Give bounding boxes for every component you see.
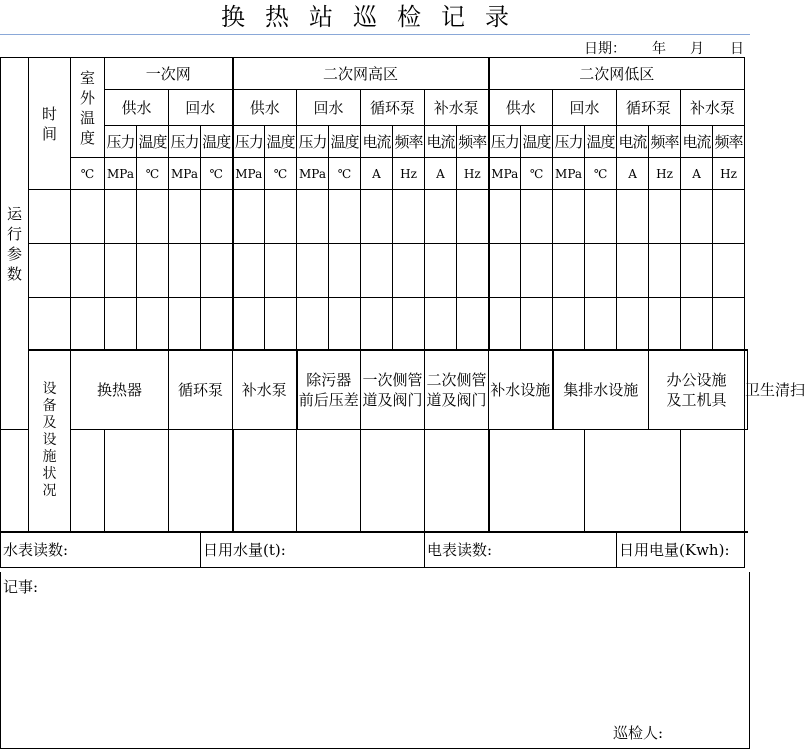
input-cell[interactable] (585, 430, 681, 532)
input-cell[interactable] (713, 244, 745, 298)
input-cell[interactable] (265, 298, 297, 350)
input-cell[interactable] (201, 190, 233, 244)
h-supply: 供水 (233, 90, 297, 126)
input-cell[interactable] (617, 298, 649, 350)
elec-meter-field[interactable]: 电表读数: (425, 532, 617, 568)
unit-a: A (425, 158, 457, 190)
input-cell[interactable] (329, 244, 361, 298)
section-equip-label: 设 备 及 设 施 状 况 (29, 350, 71, 532)
input-cell[interactable] (681, 190, 713, 244)
daily-water-field[interactable]: 日用水量(t): (201, 532, 425, 568)
equip-makeup-pump: 补水泵 (233, 350, 297, 430)
input-cell[interactable] (681, 298, 713, 350)
input-cell[interactable] (361, 298, 393, 350)
unit-mpa: MPa (489, 158, 521, 190)
input-cell[interactable] (105, 430, 169, 532)
sub-frequency: 频率 (649, 126, 681, 158)
h-makeup: 补水泵 (425, 90, 489, 126)
unit-mpa: MPa (233, 158, 265, 190)
equip-circ-pump: 循环泵 (169, 350, 233, 430)
unit-a: A (617, 158, 649, 190)
input-cell[interactable] (297, 190, 329, 244)
input-cell[interactable] (521, 190, 553, 244)
unit-c: ℃ (329, 158, 361, 190)
sub-frequency: 频率 (457, 126, 489, 158)
input-cell[interactable] (617, 190, 649, 244)
unit-hz: Hz (457, 158, 489, 190)
input-cell[interactable] (233, 430, 297, 532)
input-cell[interactable] (393, 244, 425, 298)
l-supply: 供水 (489, 90, 553, 126)
input-cell[interactable] (425, 244, 457, 298)
sub-temp: 温度 (265, 126, 297, 158)
sub-temp: 温度 (585, 126, 617, 158)
input-cell[interactable] (29, 298, 71, 350)
sub-pressure: 压力 (105, 126, 137, 158)
unit-c: ℃ (265, 158, 297, 190)
input-cell[interactable] (489, 430, 585, 532)
date-year: 年 (652, 41, 666, 57)
input-cell[interactable] (137, 190, 169, 244)
l-circ: 循环泵 (617, 90, 681, 126)
input-cell[interactable] (425, 298, 457, 350)
input-cell[interactable] (393, 298, 425, 350)
sub-pressure: 压力 (297, 126, 329, 158)
input-cell[interactable] (71, 244, 105, 298)
input-cell[interactable] (105, 190, 137, 244)
sub-current: 电流 (681, 126, 713, 158)
sub-pressure: 压力 (233, 126, 265, 158)
unit-a: A (361, 158, 393, 190)
unit-a: A (681, 158, 713, 190)
input-cell[interactable] (169, 190, 201, 244)
input-cell[interactable] (649, 190, 681, 244)
sub-current: 电流 (425, 126, 457, 158)
data-row (1, 190, 748, 244)
primary-net-header: 一次网 (105, 58, 233, 90)
input-cell[interactable] (297, 430, 361, 532)
l-makeup: 补水泵 (681, 90, 745, 126)
input-cell[interactable] (521, 244, 553, 298)
input-cell[interactable] (457, 244, 489, 298)
unit-c: ℃ (585, 158, 617, 190)
sub-temp: 温度 (521, 126, 553, 158)
sub-current: 电流 (617, 126, 649, 158)
input-cell[interactable] (521, 298, 553, 350)
input-cell[interactable] (425, 430, 489, 532)
input-cell[interactable] (425, 190, 457, 244)
unit-hz: Hz (713, 158, 745, 190)
date-day: 日 (730, 41, 744, 57)
input-cell[interactable] (137, 298, 169, 350)
input-cell[interactable] (361, 244, 393, 298)
unit-hz: Hz (393, 158, 425, 190)
unit-mpa: MPa (105, 158, 137, 190)
input-cell[interactable] (361, 430, 425, 532)
input-cell[interactable] (681, 244, 713, 298)
sub-pressure: 压力 (489, 126, 521, 158)
input-cell[interactable] (585, 190, 617, 244)
input-cell[interactable] (713, 298, 745, 350)
input-cell[interactable] (297, 244, 329, 298)
input-cell[interactable] (553, 298, 585, 350)
input-cell[interactable] (169, 298, 201, 350)
input-cell[interactable] (265, 244, 297, 298)
secondary-high-header: 二次网高区 (233, 58, 489, 90)
page-title: 换热站巡检记录 (221, 3, 529, 31)
input-cell[interactable] (265, 190, 297, 244)
input-cell[interactable] (297, 298, 329, 350)
input-cell[interactable] (71, 298, 105, 350)
date-label: 日期： (584, 41, 626, 57)
input-cell[interactable] (233, 298, 265, 350)
l-return: 回水 (553, 90, 617, 126)
input-cell[interactable] (201, 244, 233, 298)
daily-elec-field[interactable]: 日用电量(Kwh): (617, 532, 745, 568)
input-cell[interactable] (617, 244, 649, 298)
input-cell[interactable] (553, 190, 585, 244)
time-header: 时 间 (29, 58, 71, 190)
data-row (1, 244, 748, 298)
input-cell[interactable] (585, 244, 617, 298)
input-cell[interactable] (457, 298, 489, 350)
sub-temp: 温度 (329, 126, 361, 158)
equip-makeup-facility: 补水设施 (489, 350, 553, 430)
secondary-low-header: 二次网低区 (489, 58, 745, 90)
unit-mpa: MPa (297, 158, 329, 190)
inspection-table (0, 57, 805, 568)
sub-pressure: 压力 (169, 126, 201, 158)
input-cell[interactable] (585, 298, 617, 350)
input-cell[interactable] (361, 190, 393, 244)
input-cell[interactable] (553, 244, 585, 298)
date-month: 月 (690, 41, 704, 57)
input-cell[interactable] (169, 430, 233, 532)
equip-office: 办公设施 及工机具 (649, 350, 745, 430)
equip-secondary-pipe: 二次侧管 道及阀门 (425, 350, 489, 430)
sub-temp: 温度 (201, 126, 233, 158)
notes-area[interactable] (0, 572, 750, 749)
input-cell[interactable] (233, 190, 265, 244)
input-cell[interactable] (169, 244, 201, 298)
h-circ: 循环泵 (361, 90, 425, 126)
input-cell[interactable] (71, 190, 105, 244)
unit-c: ℃ (137, 158, 169, 190)
h-return: 回水 (297, 90, 361, 126)
unit-outdoor: ℃ (71, 158, 105, 190)
section-run-label: 运 行 参 数 (1, 58, 29, 430)
input-cell[interactable] (105, 244, 137, 298)
input-cell[interactable] (29, 244, 71, 298)
outdoor-temp-header: 室 外 温 度 (71, 58, 105, 158)
input-cell[interactable] (649, 298, 681, 350)
equip-primary-pipe: 一次侧管 道及阀门 (361, 350, 425, 430)
input-cell[interactable] (649, 244, 681, 298)
input-cell[interactable] (393, 190, 425, 244)
input-cell[interactable] (489, 244, 521, 298)
unit-c: ℃ (521, 158, 553, 190)
input-cell[interactable] (105, 298, 137, 350)
sub-frequency: 频率 (713, 126, 745, 158)
input-cell[interactable] (29, 190, 71, 244)
sub-current: 电流 (361, 126, 393, 158)
unit-c: ℃ (201, 158, 233, 190)
input-cell[interactable] (329, 298, 361, 350)
input-cell[interactable] (489, 298, 521, 350)
equip-filter: 除污器 前后压差 (297, 350, 361, 430)
input-cell[interactable] (713, 190, 745, 244)
input-cell[interactable] (137, 244, 169, 298)
sub-temp: 温度 (137, 126, 169, 158)
input-cell[interactable] (681, 430, 745, 532)
input-cell[interactable] (457, 190, 489, 244)
equip-heat-exchanger: 换热器 (71, 350, 169, 430)
unit-mpa: MPa (169, 158, 201, 190)
data-row (1, 298, 748, 350)
p-return: 回水 (169, 90, 233, 126)
notes-label: 记事: (3, 578, 39, 596)
date-line (0, 34, 750, 57)
input-cell[interactable] (233, 244, 265, 298)
input-cell[interactable] (201, 298, 233, 350)
equip-sanitation: 卫生清扫 (745, 350, 748, 430)
sub-pressure: 压力 (553, 126, 585, 158)
unit-hz: Hz (649, 158, 681, 190)
input-cell[interactable] (329, 190, 361, 244)
unit-mpa: MPa (553, 158, 585, 190)
sub-frequency: 频率 (393, 126, 425, 158)
p-supply: 供水 (105, 90, 169, 126)
water-meter-field[interactable]: 水表读数: (1, 532, 201, 568)
equip-drain-facility: 集排水设施 (553, 350, 649, 430)
inspector-label: 巡检人: (613, 724, 664, 742)
input-cell[interactable] (489, 190, 521, 244)
